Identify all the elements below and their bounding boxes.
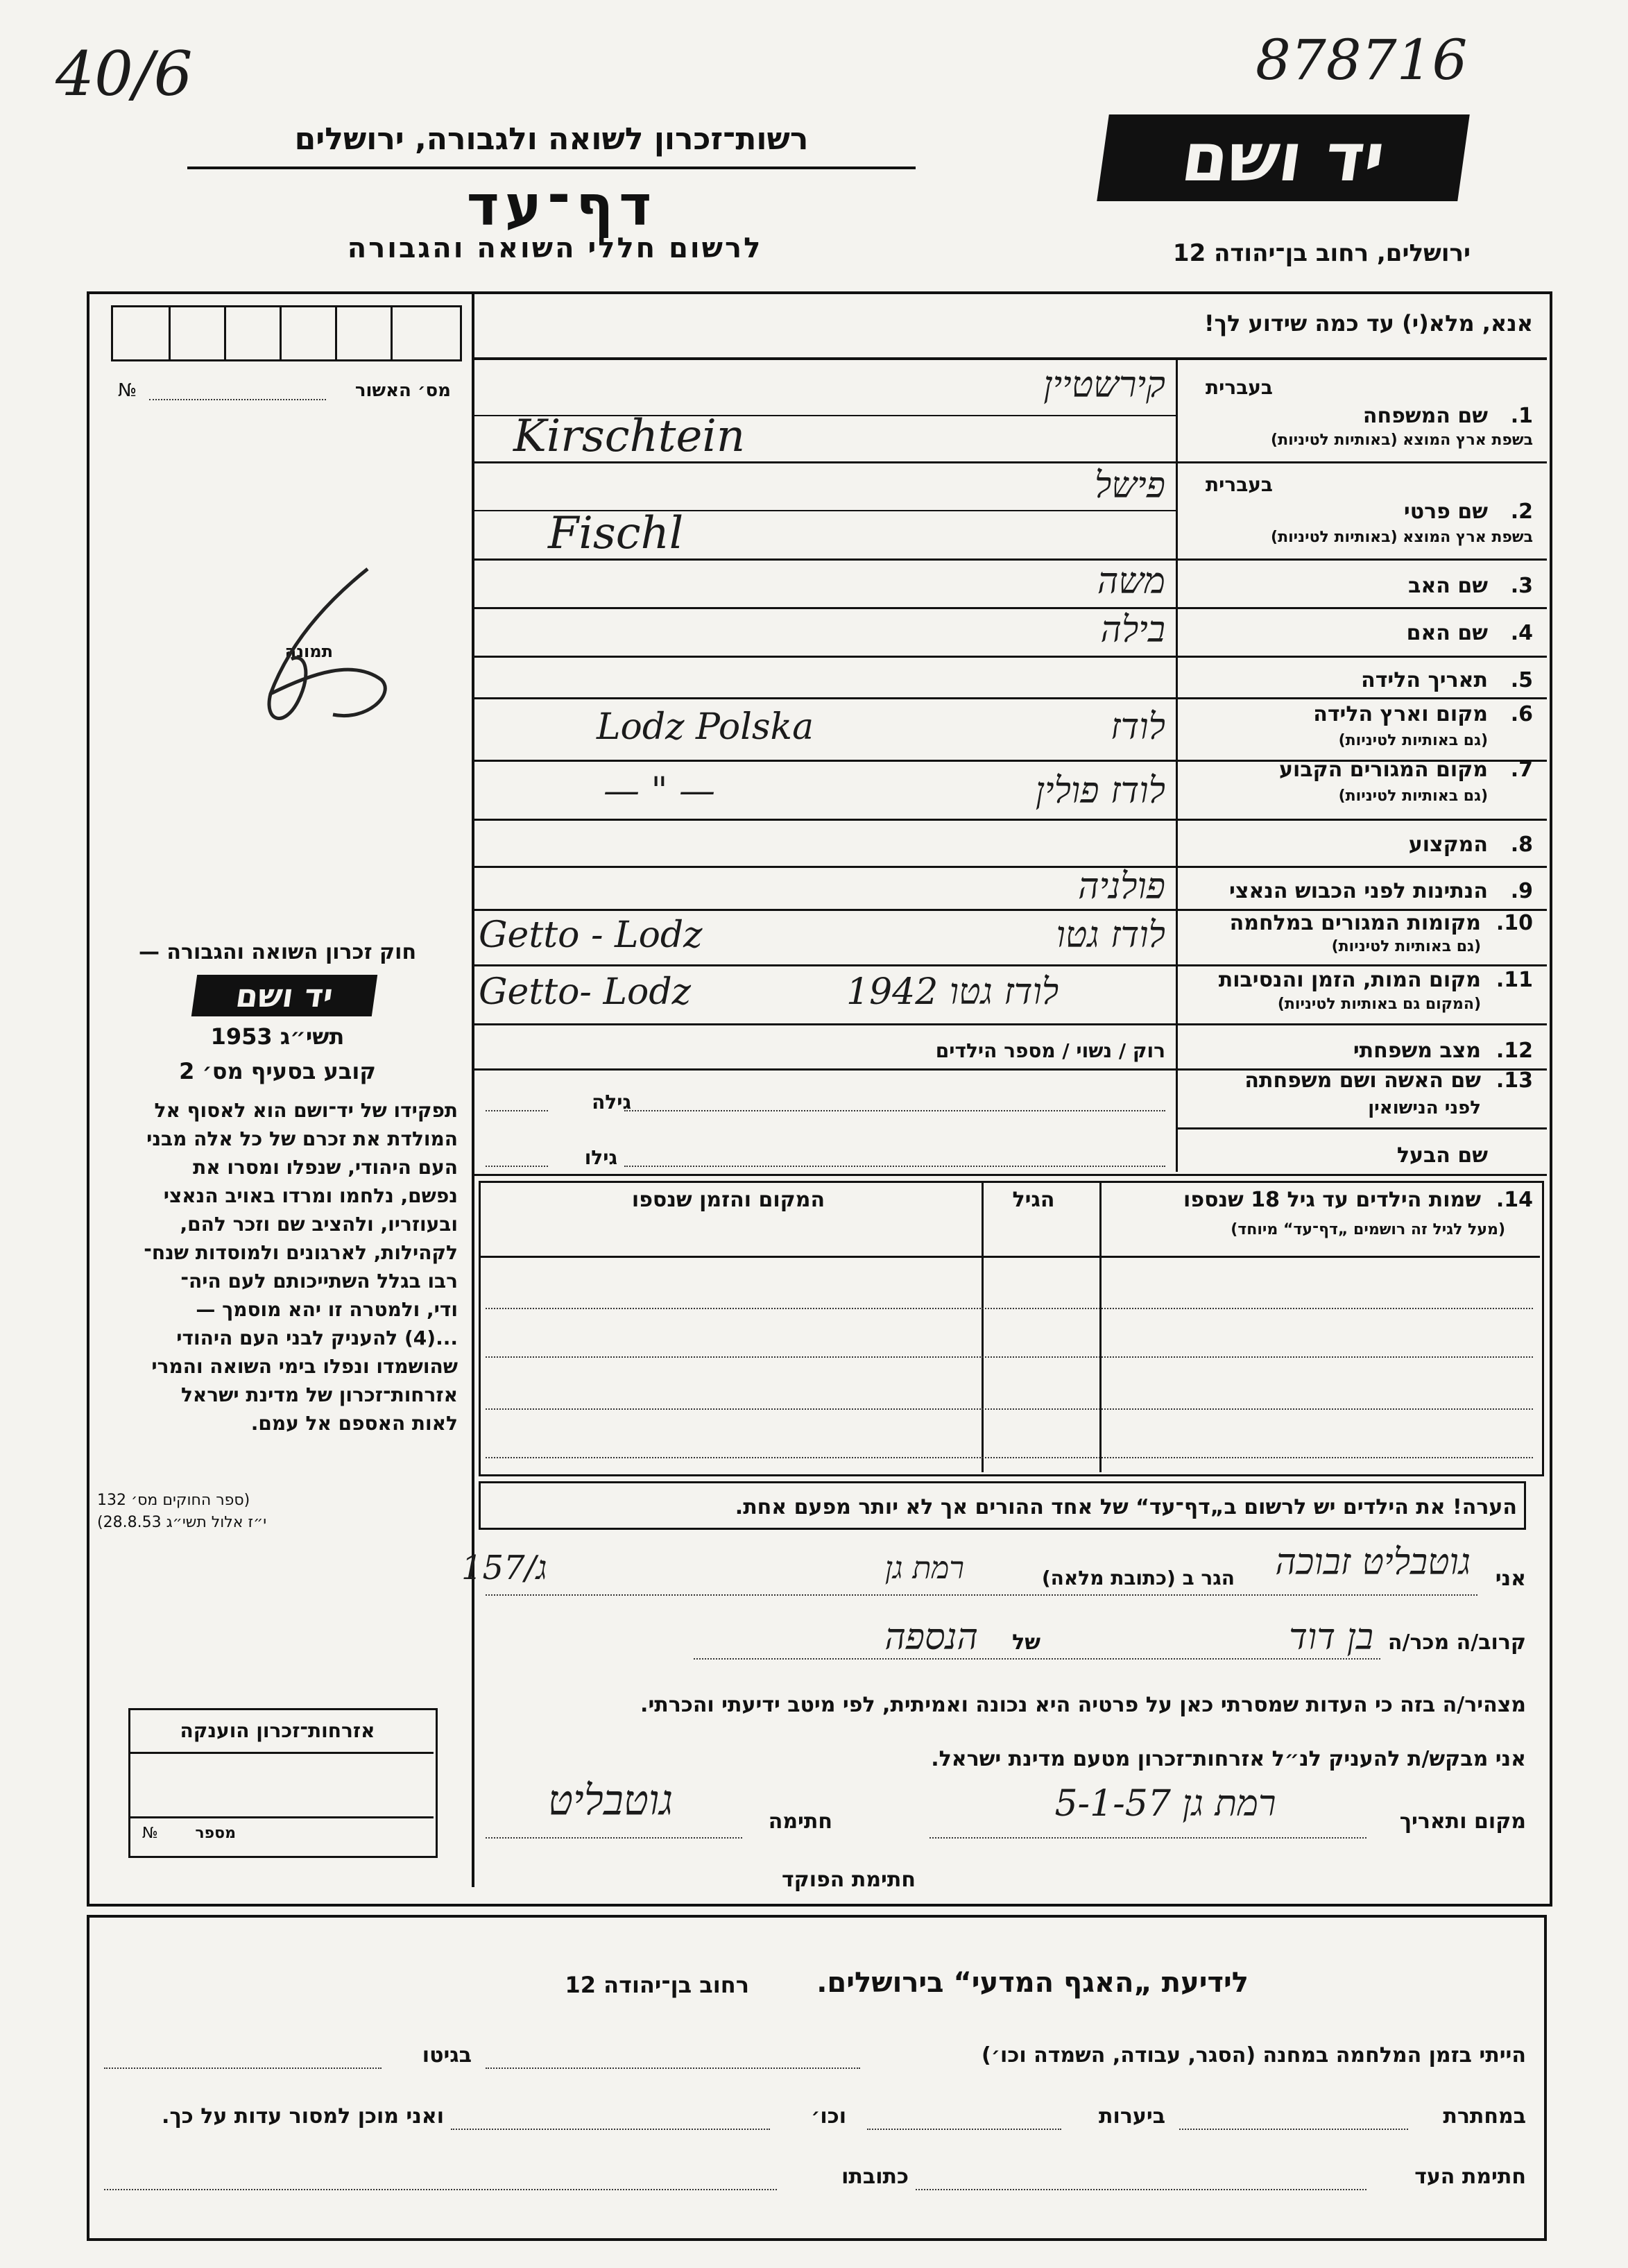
- approval-dotted-line: [149, 399, 326, 400]
- wartime-residence-latin[interactable]: Getto - Lodz: [479, 914, 703, 956]
- field-13-row-line: [1178, 1127, 1547, 1129]
- form-subtitle: לרשום חללי השואה והגבורה: [347, 232, 763, 264]
- field-4-label: שם האם: [1406, 621, 1488, 645]
- field-1-hebrew-tag: בעברית: [1205, 376, 1273, 399]
- field-12-label: מצב משפחתי: [1353, 1039, 1481, 1063]
- header-address: ירושלים, רחוב בן־יהודה 12: [1172, 239, 1471, 267]
- father-name[interactable]: משה: [1097, 561, 1165, 602]
- law-year: תשי״ג 1953: [210, 1023, 345, 1050]
- notice-forests-label: ביערות: [1099, 2104, 1165, 2129]
- remark-box: הערה! את הילדים יש לרשום ב„דף־עד“ של אחד ההורים אך לא יותר מפעם אחת.: [479, 1481, 1526, 1530]
- children-col-divider-1: [1099, 1181, 1102, 1472]
- children-row-3[interactable]: [486, 1408, 1533, 1410]
- notice-box: [87, 1915, 1547, 2241]
- declarant-dotted-line: [486, 1594, 1477, 1596]
- field-1-label: שם המשפחה: [1362, 404, 1488, 428]
- husband-age-dotted-line: [486, 1166, 548, 1167]
- field-1-number: 1.: [1510, 404, 1533, 428]
- law-section: קובע בסעיף מס׳ 2: [179, 1058, 376, 1084]
- citizenship-number-label: מספר: [195, 1825, 236, 1842]
- notice-camp-dotted-line[interactable]: [486, 2067, 860, 2069]
- yad-vashem-logo: יד ושם: [1097, 114, 1470, 201]
- notice-ghetto-label: בגיטו: [422, 2043, 472, 2067]
- law-title: חוק זכרון השואה והגבורה —: [138, 940, 417, 964]
- approval-no-mark: №: [118, 380, 137, 401]
- field-11-row-line: [474, 1023, 1547, 1025]
- field-13-number: 13.: [1496, 1068, 1533, 1093]
- citizenship-title: אזרחות־זכרון הוענקה: [180, 1719, 375, 1742]
- field-11-number: 11.: [1496, 968, 1533, 992]
- field-6-sub: (גם באותיות לטיניות): [1338, 732, 1488, 749]
- authority-underline: [187, 167, 916, 169]
- of-label: של: [1012, 1630, 1040, 1655]
- photo-signature-scribble: [229, 555, 409, 749]
- notice-address-label: כתובתו: [841, 2165, 909, 2189]
- photo-label: תמונה: [284, 642, 333, 661]
- field-5-label: תאריך הלידה: [1361, 668, 1488, 692]
- field-3-number: 3.: [1510, 574, 1533, 598]
- law-ref-1: (ספר החוקים מס׳ 132: [97, 1492, 250, 1509]
- notice-underground-dotted-line[interactable]: [1179, 2129, 1408, 2130]
- citizenship-no-mark: №: [142, 1825, 158, 1842]
- husband-row-line: [474, 1174, 1547, 1176]
- marital-options: רוק / נשוי / מספר הילדים: [935, 1039, 1165, 1062]
- children-row-4[interactable]: [486, 1457, 1533, 1458]
- notice-camp-label: הייתי בזמן המלחמה במחנה (הסגר, עבודה, השמדה וכו׳): [982, 2043, 1526, 2067]
- declarant-i-label: אני: [1495, 1567, 1526, 1591]
- field-5-number: 5.: [1510, 668, 1533, 692]
- notice-willing-label: ואני מוכן למסור עדות על כך.: [162, 2104, 444, 2129]
- notice-title: לידיעת „האגף המדעי“ בירושלים.: [816, 1967, 1249, 1999]
- notice-ghetto-dotted-line[interactable]: [104, 2067, 382, 2069]
- first-name-latin[interactable]: Fischl: [548, 508, 684, 559]
- field-6-label: מקום וארץ הלידה: [1313, 702, 1488, 726]
- nationality[interactable]: פולניה: [1078, 866, 1165, 907]
- field-4-row-line: [474, 656, 1547, 658]
- relative-label: קרוב/ה מכר/ה: [1387, 1630, 1526, 1655]
- birth-place-latin[interactable]: Lodz Polska: [597, 706, 814, 748]
- notice-witness-signature-line[interactable]: [916, 2189, 1366, 2190]
- officer-label: חתימת הפוקד: [782, 1868, 916, 1892]
- request: אני מבקש/ת להעניק לנ״ל אזרחות־זכרון מטעם מדינת ישראל.: [931, 1747, 1526, 1771]
- sidebar-divider: [472, 291, 474, 1887]
- signature-label: חתימה: [768, 1809, 832, 1834]
- children-place-column: המקום והזמן שנספו: [631, 1188, 825, 1212]
- label-column-divider: [1176, 360, 1178, 1172]
- field-12-number: 12.: [1496, 1039, 1533, 1063]
- field-11-label: מקום המות, הזמן והנסיבות: [1218, 968, 1481, 992]
- archive-number: 878716: [1256, 28, 1468, 92]
- field-6-number: 6.: [1510, 702, 1533, 726]
- approval-label: מס׳ האשור: [354, 380, 451, 401]
- place-date-dotted-line: [929, 1837, 1366, 1839]
- children-title: שמות הילדים עד גיל 18 שנספו: [1183, 1188, 1481, 1212]
- law-text: תפקידו של יד־ושם הוא לאסוף אל המולדת את זכרם של כל אלה מבני העם היהודי, שנפלו ומסרו את נפשם, נלחמו ומרדו באויב הנאצי ובעוזריו, ולהציב שם וזכר להם, לקהילות, לארגונים ולמוסדות שנח־ רבו בגלל השתייכותם לעם היה־ ודי, ולמטרה זו יהא מוסמך — ...(4) להעניק לבני העם היהודי שהושמדו ונפלו בימי השואה והמרי אזרחות־זכרון של מדינת ישראל לאות האספם אל עמם.: [144, 1099, 458, 1435]
- mother-name[interactable]: בילה: [1100, 609, 1165, 651]
- children-row-2[interactable]: [486, 1356, 1533, 1358]
- children-age-column: הגיל: [1012, 1188, 1055, 1212]
- wife-age-label: גילה: [592, 1091, 631, 1114]
- field-7-number: 7.: [1510, 758, 1533, 782]
- husband-age-label: גילו: [584, 1146, 617, 1169]
- field-1-sub: בשפת ארץ המוצא (באותיות לטיניות): [1271, 432, 1533, 449]
- wife-name-dotted-line: [624, 1110, 1165, 1111]
- field-2-sub: בשפת ארץ המוצא (באותיות לטיניות): [1271, 529, 1533, 546]
- field-13-label: שם האשה ושם משפחתה: [1244, 1068, 1481, 1093]
- field-2-number: 2.: [1510, 500, 1533, 524]
- field-9-label: הנתינות לפני הכבוש הנאצי: [1229, 879, 1488, 903]
- field-10-sub: (גם באותיות לטיניות): [1331, 938, 1481, 955]
- children-number: 14.: [1496, 1188, 1533, 1212]
- signature-dotted-line: [486, 1837, 742, 1839]
- family-name-latin[interactable]: Kirschtein: [513, 411, 746, 462]
- notice-etc-dotted-line[interactable]: [451, 2129, 770, 2130]
- notice-underground-label: במחתרת: [1443, 2104, 1526, 2129]
- instruction-divider: [472, 357, 1547, 360]
- wife-age-dotted-line: [486, 1110, 548, 1111]
- death-place-hebrew[interactable]: 1942 לודז גטו: [846, 971, 1059, 1013]
- residence-latin[interactable]: — " —: [603, 770, 715, 812]
- birth-place-hebrew[interactable]: לודז: [1111, 706, 1165, 748]
- notice-etc-label: וכו׳: [811, 2104, 846, 2129]
- relative-of[interactable]: הנספה: [884, 1617, 978, 1658]
- instruction-text: אנא, מלא(י) עד כמה שידוע לך!: [1203, 310, 1533, 336]
- field-9-number: 9.: [1510, 879, 1533, 903]
- law-logo: יד ושם: [191, 975, 377, 1016]
- notice-witness-signature-label: חתימת העד: [1414, 2165, 1526, 2189]
- field-8-label: המקצוע: [1408, 833, 1488, 857]
- approval-boxes: [111, 305, 462, 361]
- field-4-number: 4.: [1510, 621, 1533, 645]
- field-10-number: 10.: [1496, 911, 1533, 935]
- husband-name-dotted-line: [624, 1166, 1165, 1167]
- side-mark: 157/ג: [461, 1549, 547, 1587]
- field-7-label: מקום המגורים הקבוע: [1279, 758, 1488, 782]
- citizenship-title-underline: [128, 1752, 434, 1754]
- field-10-row-line: [474, 964, 1547, 966]
- field-7-sub: (גם באותיות לטיניות): [1338, 787, 1488, 805]
- field-13-sub: לפני הנישואין: [1368, 1098, 1481, 1118]
- archive-mark-left: 40/6: [55, 38, 193, 110]
- children-row-1[interactable]: [486, 1308, 1533, 1309]
- relation-value[interactable]: בן דוד: [1289, 1617, 1373, 1658]
- statement: מצהיר/ה בזה כי העדות שמסרתי כאן על פרטיה היא נכונה ואמיתית, לפי מיטב ידיעתי והכרתי.: [640, 1693, 1526, 1717]
- form-title: דף־עד: [466, 173, 658, 238]
- field-8-number: 8.: [1510, 833, 1533, 857]
- wartime-residence-hebrew[interactable]: לודז גטו: [1056, 914, 1165, 956]
- field-7-row-line: [474, 819, 1547, 821]
- husband-label: שם הבעל: [1396, 1143, 1488, 1168]
- relation-dotted-line: [694, 1658, 1380, 1660]
- notice-address-line[interactable]: [104, 2189, 777, 2190]
- place-date-label: מקום ותאריך: [1399, 1809, 1526, 1834]
- resident-label: הגר ב (כתובת מלאה): [1041, 1567, 1235, 1589]
- field-2-hebrew-tag: בעברית: [1205, 473, 1273, 496]
- first-name-hebrew[interactable]: פישל: [1094, 465, 1165, 506]
- field-5-row-line: [474, 697, 1547, 699]
- signature-value[interactable]: גוטבליט: [547, 1776, 674, 1825]
- field-11-sub: (המקום גם באותיות לטיניות): [1277, 996, 1481, 1013]
- children-note: (מעל לגיל זה רושמים „דף־עד“ מיוחד): [1231, 1221, 1505, 1238]
- notice-forests-dotted-line[interactable]: [867, 2129, 1061, 2130]
- children-header-line: [479, 1256, 1540, 1258]
- notice-address: רחוב בן־יהודה 12: [565, 1972, 749, 1998]
- declarant-name[interactable]: גוטבליט זבוכה: [1275, 1542, 1471, 1583]
- law-ref-2: י״ז אלול תשי״ג 28.8.53): [97, 1514, 267, 1531]
- death-place-latin[interactable]: Getto- Lodz: [479, 971, 692, 1013]
- citizenship-number-line: [128, 1816, 434, 1818]
- field-10-label: מקומות המגורים במלחמה: [1229, 911, 1481, 935]
- family-name-hebrew[interactable]: קירשטיין: [1043, 364, 1165, 406]
- authority-name: רשות־זכרון לשואה ולגבורה, ירושלים: [294, 121, 809, 157]
- declarant-address[interactable]: רמת גן: [884, 1551, 964, 1586]
- residence-hebrew[interactable]: לודז פולין: [1035, 770, 1165, 812]
- place-date-value[interactable]: רמת גן 5-1-57: [1054, 1783, 1276, 1825]
- field-3-label: שם האב: [1408, 574, 1488, 598]
- children-col-divider-2: [982, 1181, 984, 1472]
- field-2-label: שם פרטי: [1403, 500, 1488, 524]
